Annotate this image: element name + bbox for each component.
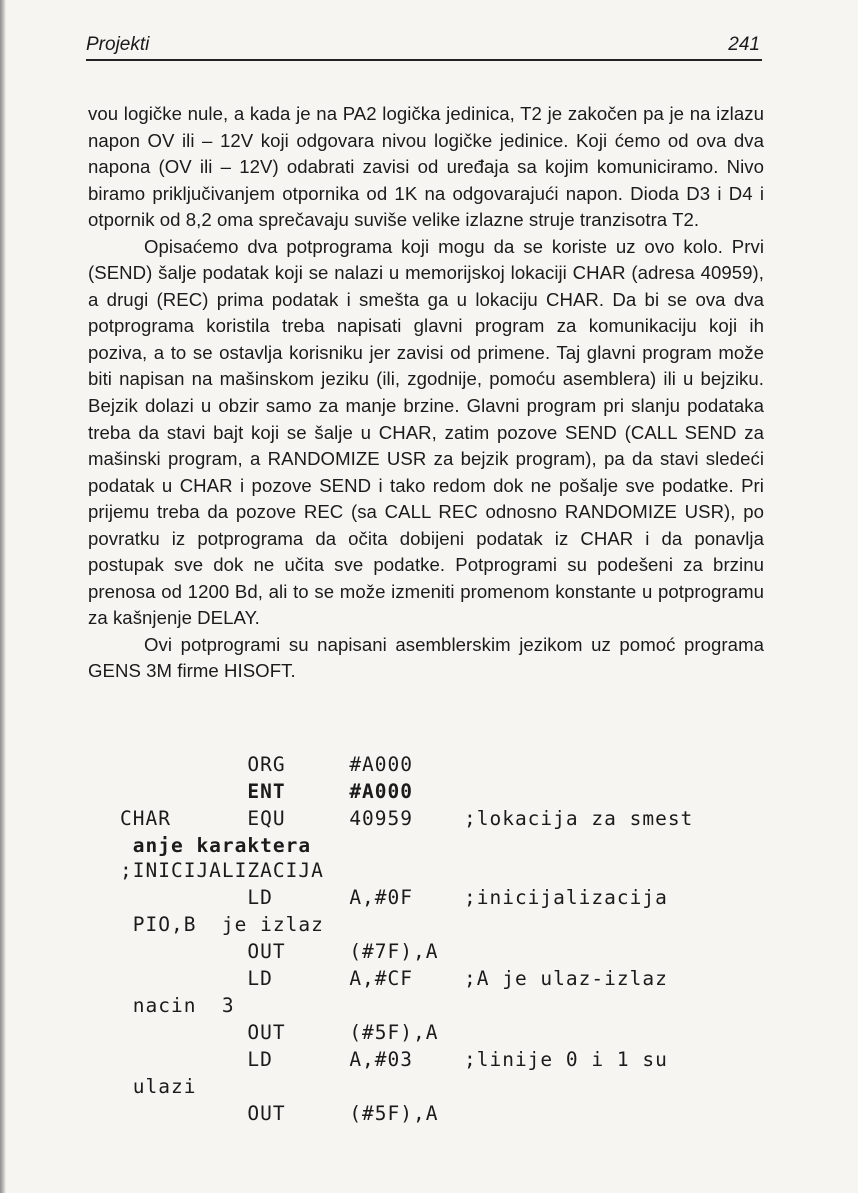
code-line: nacin 3 [120, 994, 235, 1017]
code-line: LD A,#0F ;inicijalizacija [120, 886, 668, 909]
paragraph: Opisaćemo dva potprograma koji mogu da se koriste uz ovo kolo. Prvi (SEND) šalje podatak koji se nalazi u memorijskoj lokaciji CHAR (adresa 40959), a drugi (REC) prima podatak i smešta ga u lokaciju CHAR. Da bi se ova dva potprograma koristila treba napisati glavni program za komunikaciju koji ih poziva, a to se ostavlja korisniku jer zavisi od primene. Taj glavni program može biti napisan na mašinskom jeziku (ili, zgodnije, pomoću asemblera) ili u bejziku. Bejzik dolazi u obzir samo za manje brzine. Glavni program pri slanju podataka treba da stavi bajt koji se šalje u CHAR, zatim pozove SEND (CALL SEND za mašinski program, a RANDOMIZE USR za bejzik program), pa da stavi sledeći podatak u CHAR i pozove SEND i tako redom dok ne pošalje sve podatke. Pri prijemu treba da pozove REC (sa CALL REC odnosno RANDOMIZE USR), po povratku iz potprograma da očita dobijeni podatak iz CHAR i da ponavlja postupak sve dok ne učita sve podatke. Potprogrami su podešeni za brzinu prenosa od 1200 Bd, ali to se može izmeniti promenom konstante u potprogramu za kašnjenje DELAY. [88, 235, 764, 629]
code-line: CHAR EQU 40959 ;lokacija za smest [120, 807, 694, 830]
code-line: OUT (#5F),A [120, 1021, 439, 1044]
code-line: ORG #A000 [120, 753, 414, 776]
code-line: ulazi [120, 1075, 197, 1098]
paragraph: Ovi potprogrami su napisani asemblerskim jezikom uz pomoć programa GENS 3M firme HISOFT. [88, 633, 764, 682]
code-line: PIO,B je izlaz [120, 913, 324, 936]
paragraph: vou logičke nule, a kada je na PA2 logička jedinica, T2 je zakočen pa je na izlazu napon OV ili – 12V koji odgovara nivou logičke jedinice. Koji ćemo od ova dva napona (OV ili – 12V) odabrati zavisi od uređaja sa kojim komuniciramo. Nivo biramo priključivanjem otpornika od 1K na odgovarajući napon. Dioda D3 i D4 i otpornik od 8,2 oma sprečavaju suviše velike izlazne struje tranzisotra T2. [88, 103, 764, 231]
code-line: LD A,#03 ;linije 0 i 1 su [120, 1048, 668, 1071]
code-line: ;INICIJALIZACIJA [120, 859, 324, 882]
page-number: 241 [728, 34, 760, 55]
code-line: OUT (#7F),A [120, 940, 439, 963]
code-line: LD A,#CF ;A je ulaz-izlaz [120, 967, 668, 990]
code-line: OUT (#5F),A [120, 1102, 439, 1125]
code-line: anje karaktera [120, 834, 312, 857]
code-line: ENT #A000 [120, 780, 414, 803]
running-title: Projekti [86, 34, 150, 55]
